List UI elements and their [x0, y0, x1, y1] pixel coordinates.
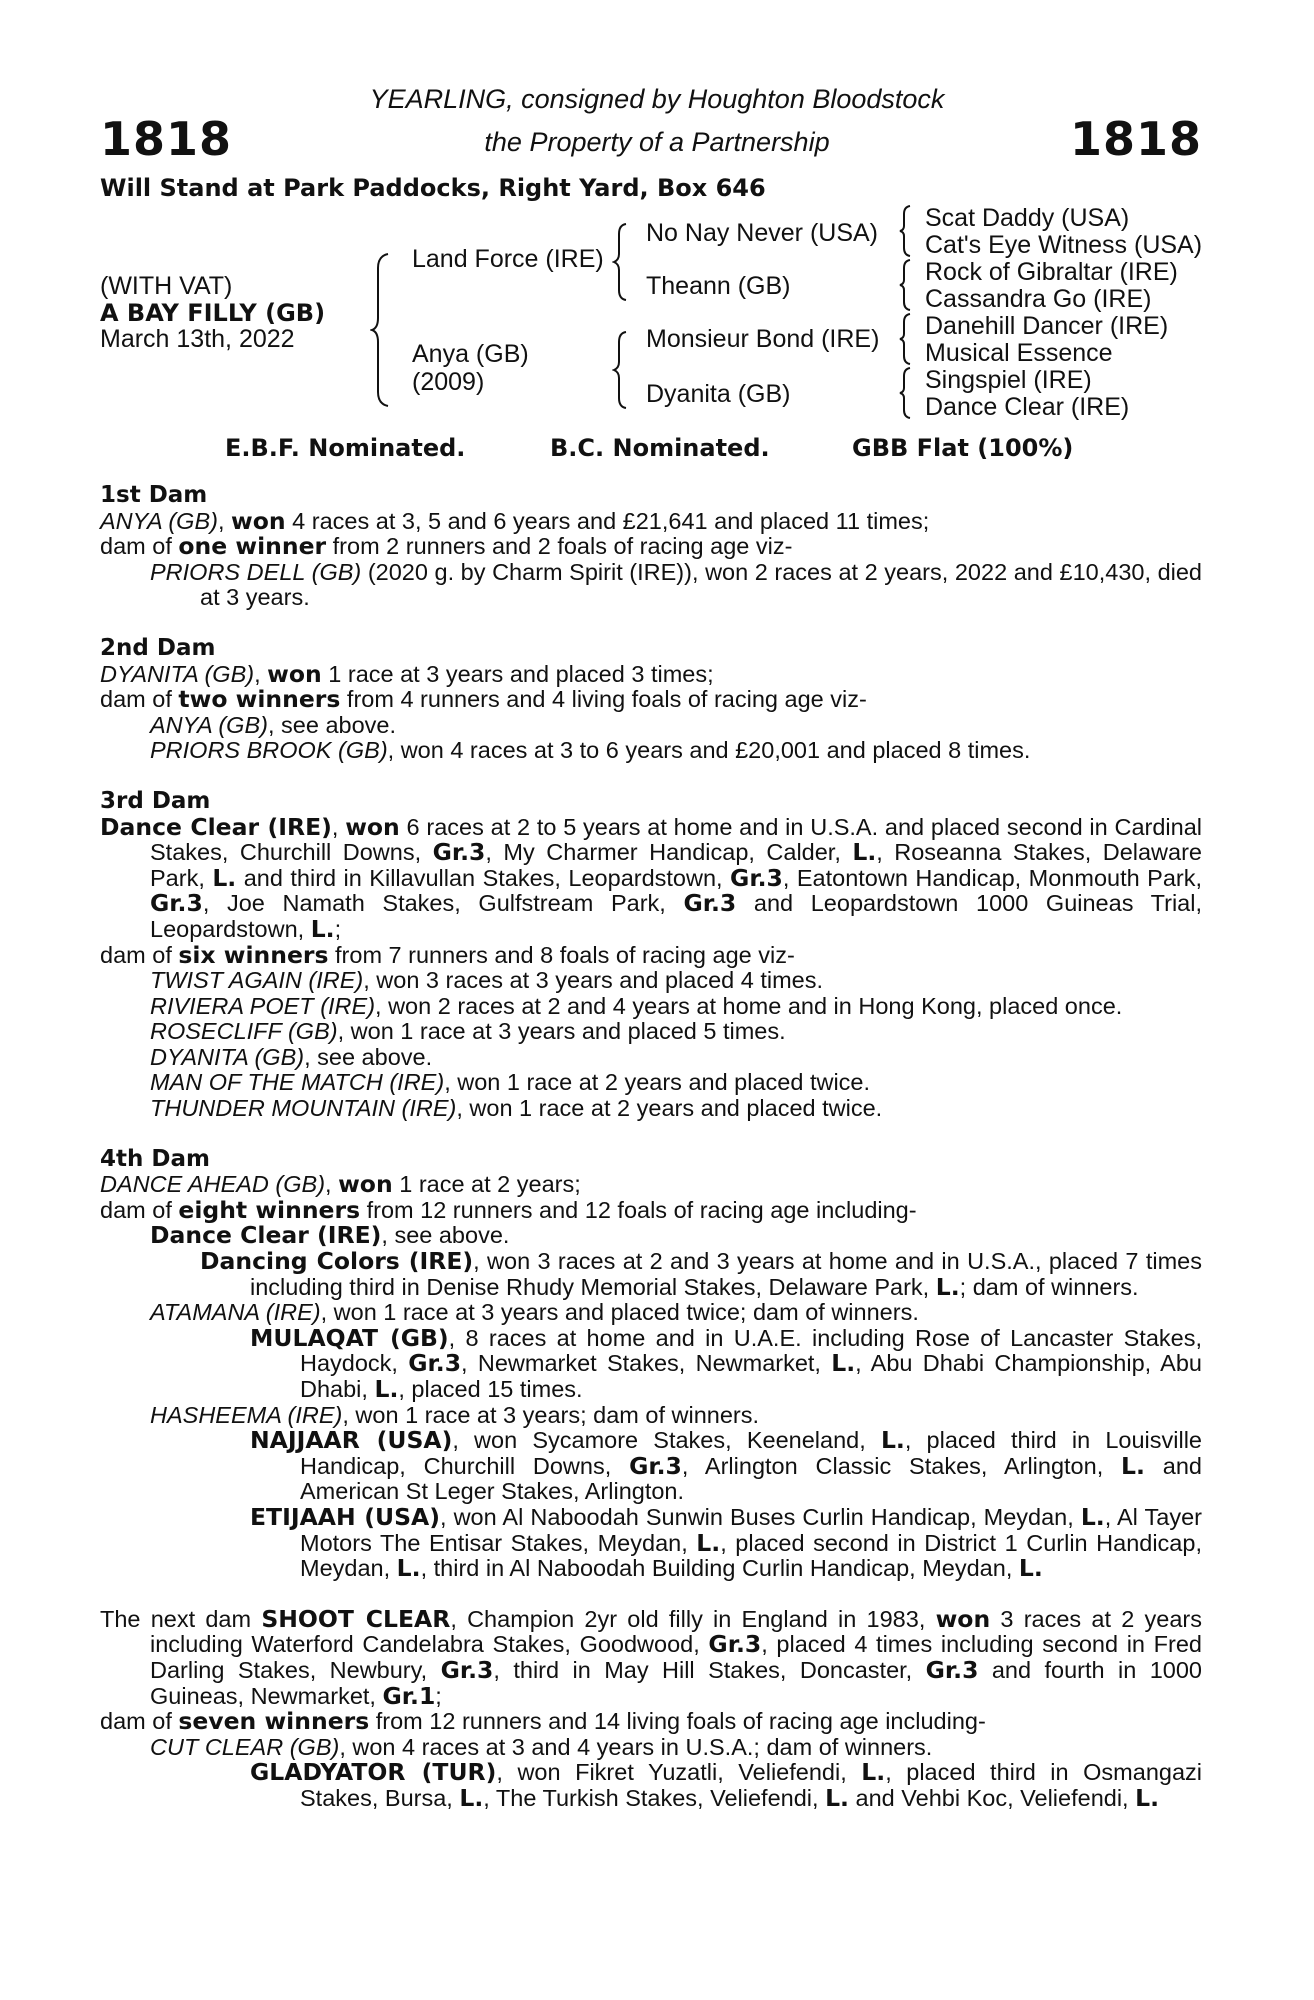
fourth-dam-grand-offspring: MULAQAT (GB), 8 races at home and in U.A.E. including Rose of Lancaster Stakes, Haydock, Gr.3, Newmarket Stakes, Newmarket, L., Abu Dhabi Championship, Abu Dhabi, L., placed 15 times.: [250, 1323, 1202, 1403]
pedigree-g2: Cat's Eye Witness (USA): [925, 231, 1203, 259]
pedigree-dam: Anya (GB): [412, 340, 529, 368]
fourth-dam-offspring: Dancing Colors (IRE), won 3 races at 2 and 3 years at home and in U.S.A., placed 7 times including third in Denise Rhudy Memorial Stakes, Delaware Park, L.; dam of winners.: [200, 1247, 1202, 1301]
first-dam-offspring: PRIORS DELL (GB) (2020 g. by Charm Spirit (IRE)), won 2 races at 2 years, 2022 and £10,430, died at 3 years.: [150, 558, 1203, 611]
third-dam-heading: 3rd Dam: [100, 787, 211, 814]
pedigree-g7: Singspiel (IRE): [925, 366, 1092, 394]
pedigree-brace-g56: [898, 312, 914, 366]
third-dam-offspring: MAN OF THE MATCH (IRE), won 1 race at 2 years and placed twice.: [150, 1069, 871, 1096]
bc-nomination: B.C. Nominated.: [550, 434, 770, 462]
first-dam-produce-line: dam of one winner from 2 runners and 2 foals of racing age viz-: [100, 532, 793, 561]
fourth-dam-produce-line: dam of eight winners from 12 runners and 12 foals of racing age including-: [100, 1195, 917, 1224]
second-dam-line: DYANITA (GB), won 1 race at 3 years and placed 3 times;: [100, 659, 714, 688]
pedigree-dam-sire: Monsieur Bond (IRE): [646, 325, 880, 353]
pedigree-sire-sire: No Nay Never (USA): [646, 219, 878, 247]
third-dam-offspring: ROSECLIFF (GB), won 1 race at 3 years and placed 5 times.: [150, 1018, 786, 1045]
ebf-nomination: E.B.F. Nominated.: [225, 434, 466, 462]
vat-note: (WITH VAT): [100, 272, 233, 300]
next-dam-line: The next dam SHOOT CLEAR, Champion 2yr old filly in England in 1983, won 3 races at 2 years including Waterford Candelabra Stakes, Goodwood, Gr.3, placed 4 times including second in Fred Darling Stakes, Newbury, Gr.3, third in May Hill Stakes, Doncaster, Gr.3 and fourth in 1000 Guineas, Newmarket, Gr.1;: [100, 1604, 1202, 1710]
third-dam-offspring: DYANITA (GB), see above.: [150, 1043, 433, 1070]
next-dam-offspring: CUT CLEAR (GB), won 4 races at 3 and 4 years in U.S.A.; dam of winners.: [150, 1733, 933, 1760]
pedigree-brace-g12: [898, 204, 914, 258]
second-dam-offspring: PRIORS BROOK (GB), won 4 races at 3 to 6 years and £20,001 and placed 8 times.: [150, 737, 1031, 764]
gbb-status: GBB Flat (100%): [852, 434, 1074, 462]
third-dam-offspring: RIVIERA POET (IRE), won 2 races at 2 and 4 years at home and in Hong Kong, placed once.: [150, 992, 1123, 1019]
pedigree-brace-sire: [612, 222, 630, 302]
catalogue-body: [100, 483, 1202, 1812]
pedigree-g6: Musical Essence: [925, 339, 1113, 367]
pedigree-brace-main: [370, 252, 392, 408]
horse-name: A BAY FILLY (GB): [100, 299, 326, 327]
third-dam-produce-line: dam of six winners from 7 runners and 8 foals of racing age viz-: [100, 940, 795, 969]
first-dam-heading: 1st Dam: [100, 482, 208, 508]
third-dam-line: Dance Clear (IRE), won 6 races at 2 to 5 years at home and in U.S.A. and placed second in Cardinal Stakes, Churchill Downs, Gr.3, My Charmer Handicap, Calder, L., Roseanna Stakes, Delaware Park, L. and third in Killavullan Stakes, Leopardstown, Gr.3, Eatontown Handicap, Monmouth Park, Gr.3, Joe Namath Stakes, Gulfstream Park, Gr.3 and Leopardstown 1000 Guineas Trial, Leopardstown, L.;: [100, 812, 1203, 943]
next-dam-produce-line: dam of seven winners from 12 runners and 14 living foals of racing age including-: [100, 1707, 986, 1736]
second-dam-heading: 2nd Dam: [100, 634, 216, 661]
pedigree-g8: Dance Clear (IRE): [925, 393, 1130, 421]
stand-location: Will Stand at Park Paddocks, Right Yard, Box 646: [100, 174, 766, 202]
lot-number-right: 1818: [1069, 112, 1202, 166]
lot-number-left: 1818: [100, 112, 233, 166]
third-dam-offspring: TWIST AGAIN (IRE), won 3 races at 3 years and placed 4 times.: [150, 967, 824, 994]
consignor-line: YEARLING, consigned by Houghton Bloodstock: [369, 84, 945, 114]
fourth-dam-grand-offspring: ETIJAAH (USA), won Al Naboodah Sunwin Buses Curlin Handicap, Meydan, L., Al Tayer Motors The Entisar Stakes, Meydan, L., placed second in District 1 Curlin Handicap, Meydan, L., third in Al Naboodah Building Curlin Handicap, Meydan, L.: [250, 1502, 1202, 1583]
pedigree-sire: Land Force (IRE): [412, 245, 604, 273]
second-dam-produce-line: dam of two winners from 4 runners and 4 living foals of racing age viz-: [100, 685, 867, 714]
second-dam-offspring: ANYA (GB), see above.: [150, 711, 397, 738]
pedigree-g3: Rock of Gibraltar (IRE): [925, 258, 1178, 286]
pedigree-dam-dam: Dyanita (GB): [646, 380, 791, 408]
pedigree-dam-year: (2009): [412, 368, 485, 396]
fourth-dam-line: DANCE AHEAD (GB), won 1 race at 2 years;: [100, 1170, 581, 1199]
fourth-dam-offspring: HASHEEMA (IRE), won 1 race at 3 years; dam of winners.: [150, 1401, 760, 1428]
fourth-dam-grand-offspring: NAJJAAR (USA), won Sycamore Stakes, Keeneland, L., placed third in Louisville Handicap, Churchill Downs, Gr.3, Arlington Classic Stakes, Arlington, L. and American St Leger Stakes, Arlington.: [250, 1426, 1203, 1505]
pedigree-g1: Scat Daddy (USA): [925, 204, 1130, 232]
fourth-dam-offspring: Dance Clear (IRE), see above.: [150, 1221, 510, 1250]
pedigree-g5: Danehill Dancer (IRE): [925, 312, 1169, 340]
first-dam-line: ANYA (GB), won 4 races at 3, 5 and 6 years and £21,641 and placed 11 times;: [100, 506, 930, 535]
fourth-dam-offspring: ATAMANA (IRE), won 1 race at 3 years and placed twice; dam of winners.: [150, 1299, 919, 1326]
pedigree-brace-dam: [612, 330, 630, 410]
pedigree-sire-dam: Theann (GB): [646, 272, 791, 300]
next-dam-grand-offspring: GLADYATOR (TUR), won Fikret Yuzatli, Veliefendi, L., placed third in Osmangazi Stakes, Bursa, L., The Turkish Stakes, Veliefendi, L. and Vehbi Koc, Veliefendi, L.: [250, 1758, 1202, 1812]
pedigree-g4: Cassandra Go (IRE): [925, 285, 1152, 313]
fourth-dam-heading: 4th Dam: [100, 1145, 210, 1172]
horse-dob: March 13th, 2022: [100, 325, 295, 353]
property-line: the Property of a Partnership: [484, 127, 830, 157]
pedigree-brace-g34: [898, 258, 914, 312]
third-dam-offspring: THUNDER MOUNTAIN (IRE), won 1 race at 2 years and placed twice.: [150, 1095, 883, 1122]
pedigree-brace-g78: [898, 366, 914, 420]
